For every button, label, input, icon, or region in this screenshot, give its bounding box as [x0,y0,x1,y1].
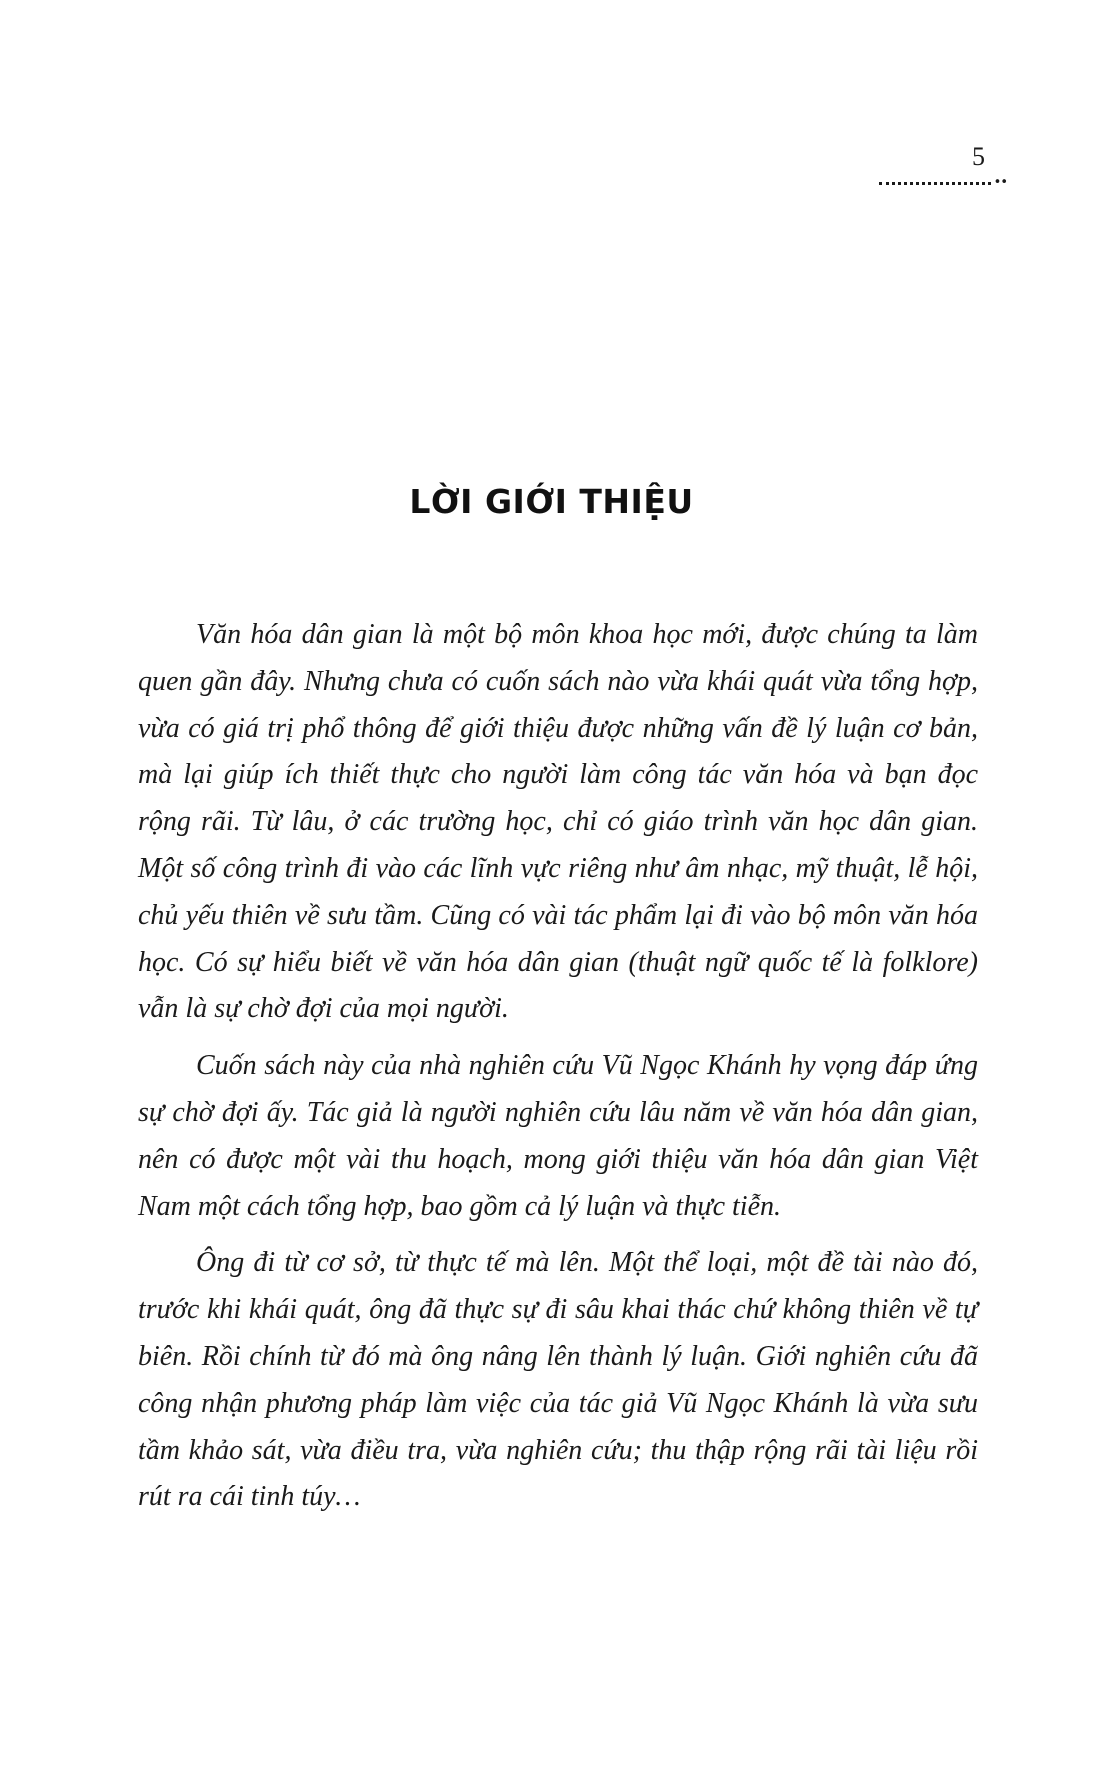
chapter-title: LỜI GIỚI THIỆU [409,482,694,521]
bullet-ornament: •• [993,175,1007,190]
running-header [857,142,1007,192]
paragraph: Văn hóa dân gian là một bộ môn khoa học mới, được chúng ta làm quen gần đây. Nhưng chưa có cuốn sách nào vừa khái quát vừa tổng hợp, vừa có giá trị phổ thông để giới thiệu được những vấn đề lý luận cơ bản, mà lại giúp ích thiết thực cho người làm công tác văn hóa và bạn đọc rộng rãi. Từ lâu, ở các trường học, chỉ có giáo trình văn học dân gian. Một số công trình đi vào các lĩnh vực riêng như âm nhạc, mỹ thuật, lễ hội, chủ yếu thiên về sưu tầm. Cũng có vài tác phẩm lại đi vào bộ môn văn hóa học. Có sự hiểu biết về văn hóa dân gian (thuật ngữ quốc tế là folklore) vẫn là sự chờ đợi của mọi người. [138,619,978,1025]
paragraph: Cuốn sách này của nhà nghiên cứu Vũ Ngọc Khánh hy vọng đáp ứng sự chờ đợi ấy. Tác giả là người nghiên cứu lâu năm về văn hóa dân gian, nên có được một vài thu hoạch, mong giới thiệu văn hóa dân gian Việt Nam một cách tổng hợp, bao gồm cả lý luận và thực tiễn. [138,1050,978,1222]
header-dotted-rule [857,175,1007,192]
paragraph: Ông đi từ cơ sở, từ thực tế mà lên. Một thể loại, một đề tài nào đó, trước khi khái quát, ông đã thực sự đi sâu khai thác chứ không thiên về tự biên. Rồi chính từ đó mà ông nâng lên thành lý luận. Giới nghiên cứu đã công nhận phương pháp làm việc của tác giả Vũ Ngọc Khánh là vừa sưu tầm khảo sát, vừa điều tra, vừa nghiên cứu; thu thập rộng rãi tài liệu rồi rút ra cái tinh túy… [138,1247,978,1513]
dotted-line [879,182,991,185]
body-text [138,612,978,1531]
page-number: 5 [972,142,985,171]
